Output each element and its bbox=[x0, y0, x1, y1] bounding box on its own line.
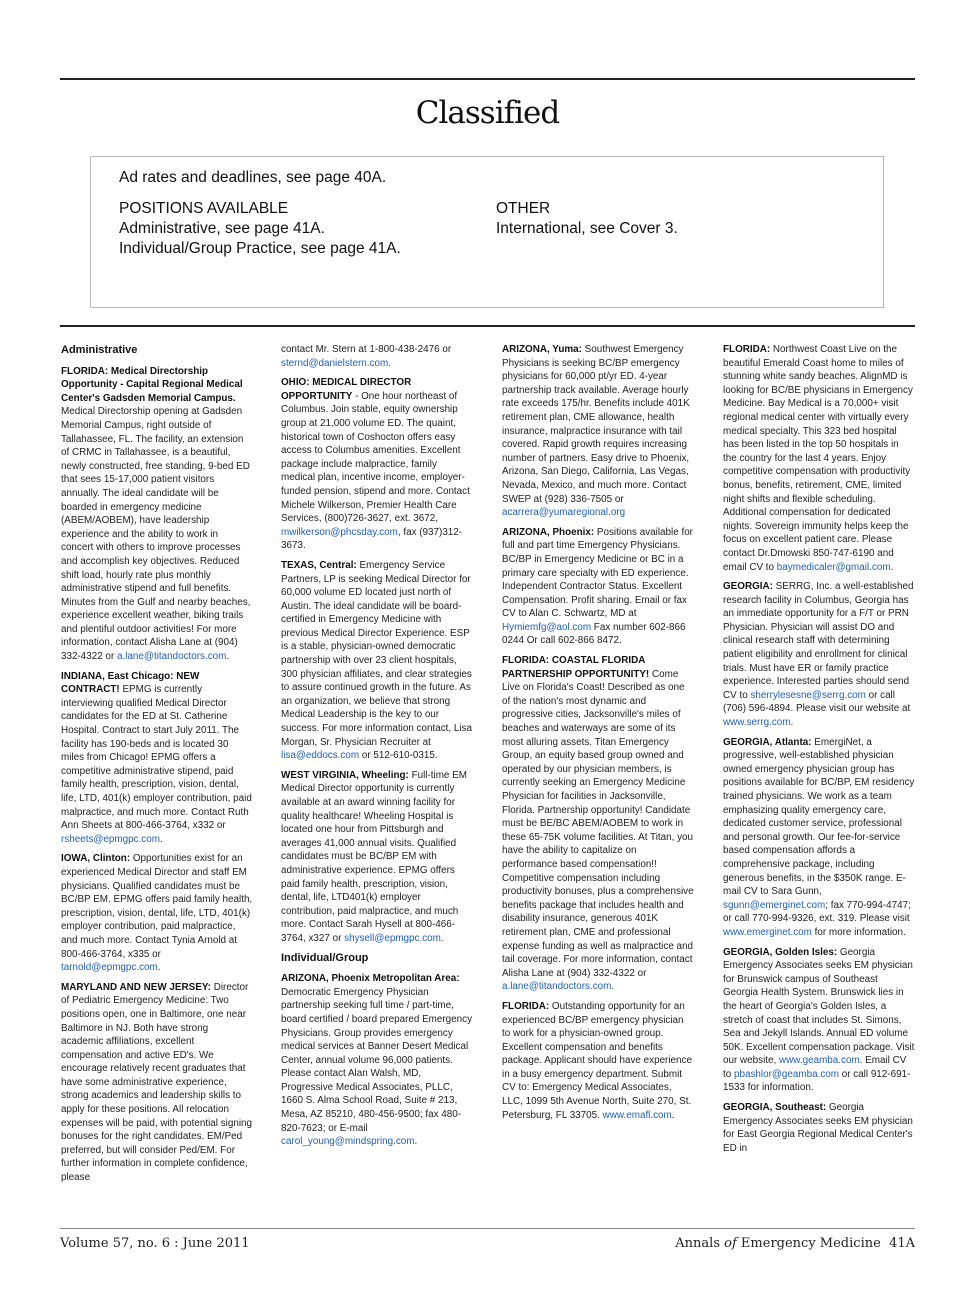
email-link[interactable]: a.lane@titandoctors.com bbox=[117, 651, 227, 663]
email-link[interactable]: carol_young@mindspring.com bbox=[281, 1136, 415, 1148]
listing-body: Opportunities exist for an experienced Medical Director and staff EM physicians. Qualified candidates must be BC/BP EM. EPMG offers paid family health, prescription, vision, dental, life, LTD, 401(k) employer contribution, paid malpractice, and much more. Contact Tynia Arnold at 800-466-3764, x335 or bbox=[61, 853, 253, 960]
listing-body: contact Mr. Stern at 1-800-438-2476 or bbox=[281, 344, 452, 355]
listing-head: IOWA, Clinton: bbox=[61, 853, 131, 865]
email-link[interactable]: rsheets@epmgpc.com bbox=[61, 833, 160, 845]
other-heading: OTHER bbox=[496, 200, 551, 217]
listing-body: ; fax 770-994-4747; or call 770-994-9326, ext. 319. Please visit bbox=[723, 899, 911, 925]
listing bbox=[61, 981, 253, 1185]
listing bbox=[502, 1000, 694, 1122]
email-link[interactable]: a.lane@titandoctors.com bbox=[502, 981, 612, 993]
listing bbox=[61, 365, 253, 664]
listing-head: FLORIDA: Medical Directorship Opportunity - Capital Regional Medical Center's Gadsden Memorial Campus. bbox=[61, 365, 243, 404]
section-heading-administrative: Administrative bbox=[61, 344, 138, 356]
listing-tail: . bbox=[388, 357, 391, 369]
email-link[interactable]: shysell@epmgpc.com bbox=[344, 932, 441, 944]
listing-tail: . bbox=[159, 833, 163, 845]
listing-body: . Email CV to bbox=[723, 1055, 907, 1080]
listing-head: MARYLAND AND NEW JERSEY: bbox=[61, 981, 211, 993]
listing-tail: . bbox=[790, 717, 794, 729]
listing-head: GEORGIA, Golden Isles: bbox=[723, 946, 838, 958]
listing bbox=[281, 376, 473, 553]
ad-rates-note: Ad rates and deadlines, see page 40A. bbox=[119, 169, 387, 186]
listing-head: GEORGIA: bbox=[723, 581, 773, 593]
listing-body: EmergiNet, a progressive, well-established physician owned emergency physician group has positions available for BC/BP, EM residency trained physicians. We work as a team emphasizing quality emergency care, dedicated customer service, professional and personal growth. Our fee-for-service based compensation affords a comprehensive package, including generous benefits, in the $350K range. E-mail CV to Sara Gunn, bbox=[723, 736, 915, 898]
listing-tail: . bbox=[414, 1136, 418, 1148]
listing-body: Outstanding opportunity for an experienced BC/BP emergency physician to work for a physician-owned group. Excellent compensation and benefits package. Applicant should have experience in a busy emergency department. Submit CV to: Emergency Medical Associates, LLC, 1099 5th Avenue North, Suite 270, St. Petersburg, FL 33705. bbox=[502, 1000, 692, 1121]
listing-head: OHIO: MEDICAL DIRECTOR OPPORTUNITY bbox=[281, 377, 412, 402]
footer-rule bbox=[60, 1228, 915, 1229]
listing-body: or call (706) 596-4894. Please visit our website at bbox=[723, 689, 911, 715]
journal-name-of: of bbox=[724, 1236, 737, 1251]
email-link[interactable]: sherrylesesne@serrg.com bbox=[750, 689, 866, 701]
web-link[interactable]: www.serrg.com bbox=[723, 717, 791, 729]
listing bbox=[723, 343, 915, 574]
listing-tail: . bbox=[157, 962, 161, 974]
listing-tail: or 512-610-0315. bbox=[359, 750, 438, 762]
email-link[interactable]: tarnold@epmgpc.com bbox=[61, 962, 158, 974]
listing-tail: . bbox=[226, 651, 230, 663]
web-link[interactable]: www.emafl.com bbox=[602, 1109, 672, 1121]
listing-head: INDIANA, East Chicago: NEW CONTRACT! bbox=[61, 670, 200, 696]
top-rule bbox=[60, 78, 915, 80]
listing bbox=[723, 580, 915, 730]
listing-body: Emergency Service Partners, LP is seeking Medical Director for 60,000 volume ED located just north of Austin. The ideal candidate will be board-certified in Emergency Medicine with previous Medical Director Experience. ESP is a stable, physician-owned democratic partnership with over 23 client hospitals, 300 physician affiliates, and clear strategies to assure continued growth in the future. As an organization, we believe that strong Medical Leadership is the key to our success. For more information contact, Lisa Morgan, Sr. Physician Recruiter at bbox=[281, 559, 472, 748]
listing bbox=[502, 526, 694, 648]
listing-body: Director of Pediatric Emergency Medicine: Two positions open, one in Baltimore, one near Baltimore in NJ. Both have strong academic affiliations, excellent compensation and active ED's. We encourage relatively recent graduates that have some administrative experience, strong academics and leadership skills to apply for these positions. All relocation expenses will be paid, with potential signing bonuses for the right candidates. EM/Ped preferred, but will consider Ped/EM. For further information in complete confidence, please bbox=[61, 981, 253, 1184]
positions-list bbox=[119, 199, 401, 259]
section-rule bbox=[60, 325, 915, 327]
page-title: Classified bbox=[415, 95, 560, 131]
listing-head: ARIZONA, Phoenix: bbox=[502, 526, 595, 538]
listing-body: - One hour northeast of Columbus. Join stable, equity ownership group at 21,000 volume ED. The quaint, historical town of Coshocton offers easy access to Columbus amenities. Excellent package include malpractice, family medical plan, incentive income, employer-funded pension, stipend and more. Contact Michele Wilkerson, Premier Health Care Services, (800)726-3627, ext. 3672, bbox=[281, 390, 470, 525]
section-heading-individual-group: Individual/Group bbox=[281, 951, 369, 964]
listing-tail: for more information. bbox=[811, 926, 906, 938]
listing-tail: or call 912-691-1533 for information. bbox=[723, 1068, 911, 1094]
listing bbox=[61, 670, 253, 847]
other-item: International, see Cover 3. bbox=[496, 220, 678, 237]
index-box bbox=[90, 156, 884, 308]
page-number: 41A bbox=[889, 1236, 915, 1251]
listing-head: GEORGIA, Southeast: bbox=[723, 1102, 827, 1114]
web-link[interactable]: www.emerginet.com bbox=[723, 926, 812, 938]
positions-item: Individual/Group Practice, see page 41A. bbox=[119, 240, 401, 257]
listing-tail: . bbox=[671, 1109, 675, 1121]
listing bbox=[61, 852, 253, 974]
listing bbox=[281, 343, 473, 370]
journal-info bbox=[675, 1236, 915, 1251]
listing-body: Positions available for full and part time Emergency Physicians. BC/BP in Emergency Medicine or BC in a primary care specialty with ED experience. Independent Contractor Status. Excellent Compensation. Profit sharing. Email or fax CV to Alan C. Schwartz, MD at bbox=[502, 526, 693, 620]
web-link[interactable]: www.geamba.com bbox=[779, 1055, 860, 1067]
listing bbox=[723, 946, 915, 1096]
listing-body: SERRG, Inc. a well-established research facility in Columbus, Georgia has an immediate opportunity for a F/T or PRN Physician. Physician will assist DO and clinical research staff with determining patient eligibility and enrollment for clinical trials. Must have ER or family practice experience. Interested parties should send CV to bbox=[723, 581, 914, 701]
column-3 bbox=[502, 343, 694, 1128]
listing-body: Georgia Emergency Associates seeks EM physician for Brunswick campus of Southeast Georgia Health System. Brunswick lies in the heart of Georgia's Golden Isles, a stretch of coast that includes St. Simons, Sea and Jekyll Islands. Annual ED volume 50K. Excellent compensation package. Visit our website, bbox=[723, 946, 915, 1067]
other-list bbox=[496, 199, 678, 239]
email-link[interactable]: baymedicaler@gmail.com bbox=[776, 561, 891, 573]
listing-head: FLORIDA: bbox=[502, 1000, 550, 1012]
listing bbox=[281, 559, 473, 763]
listing-body: EPMG is currently interviewing qualified Medical Director candidates for the ED at St. Catherine Hospital. Contract to start July 2011. The facility has 190-beds and is located 30 miles from Chicago! EPMG offers a competitive administrative stipend, paid family health, prescription, vision, dental, life, LTD, 401(k) employer contribution, paid malpractice, and much more. Contact Ruth Ann Sheets at 800-466-3764, x332 or bbox=[61, 684, 252, 832]
listing-tail: . bbox=[890, 561, 894, 573]
journal-name-a: Annals bbox=[675, 1236, 725, 1251]
listing bbox=[502, 343, 694, 520]
email-link[interactable]: sternd@danielstern.com bbox=[281, 357, 389, 369]
listing-body: Democratic Emergency Physician partnership seeking full time / part-time, board certified / board prepared Emergency Physicians. Group provides emergency medical services at Banner Desert Medical Center, annual volume 96,000 patients. Please contact Alan Walsh, MD, Progressive Medical Associates, PLLC, 1660 S. Alma School Road, Suite # 213, Mesa, AZ 85210, 480-456-9500; fax 480-820-7623; or E-mail bbox=[281, 986, 473, 1134]
listing-head: WEST VIRGINIA, Wheeling: bbox=[281, 769, 409, 781]
listing-body: Come Live on Florida's Coast! Described as one of the nation's most dynamic and progressive cities, Jacksonville's miles of beaches and waterways are some of its most alluring assets. Titan Emergency Group, an equity based group owned and operated by our physician members, is currently seeking an Emergency Medicine Physician for facilities in Jacksonville, Florida. Partnership opportunity! Candidate must be BE/BC ABEM/AOBEM to work in these 65-75K volume facilities. At Titan, you have the ability to capitalize on performance based compensation!! Competitive compensation including productivity bonuses, plus a comprehensive benefits package that includes health and disability insurance, generous 401K retirement plan, CME and professional expense funding as well as malpractice and tail coverage. For more information, contact Alisha Lane at (904) 332-4322 or bbox=[502, 668, 694, 979]
listing-body: Medical Directorship opening at Gadsden Memorial Campus, right outside of Tallahassee, FL. The facility, an extension of CRMC in Tallahassee, is a beautiful, newly constructed, free standing, 9-bed ED that sees 15-17,000 patient visitors annually. The ideal candidate will be boarded in emergency medicine (ABEM/AOBEM), have leadership experience and the ability to work in concert with others to improve processes and accomplish key objectives. Reduced shift load, hourly rate plus monthly administrative stipend and full benefits. Minutes from the Gulf and nearby beaches, experience excellent weather, biking trails and plentiful outdoor activities! For more information, contact Alisha Lane at (904) 332-4322 or bbox=[61, 406, 251, 663]
listing-head: FLORIDA: bbox=[723, 344, 771, 355]
column-4 bbox=[723, 343, 915, 1161]
listing bbox=[281, 769, 473, 946]
email-link[interactable]: lisa@eddocs.com bbox=[281, 750, 360, 762]
listing-tail: Fax number 602-866 0244 Or call 602-866 8472. bbox=[502, 621, 686, 647]
listing-head: TEXAS, Central: bbox=[281, 559, 357, 571]
listing-head: FLORIDA: COASTAL FLORIDA PARTNERSHIP OPPORTUNITY! bbox=[502, 655, 650, 680]
listing bbox=[723, 1101, 915, 1155]
listing-tail: . bbox=[611, 981, 615, 993]
listing bbox=[502, 654, 694, 994]
listing bbox=[281, 972, 473, 1149]
listing-tail: . bbox=[440, 932, 444, 944]
listing-body: Georgia Emergency Associates seeks EM physician for East Georgia Regional Medical Center's ED in bbox=[723, 1102, 913, 1154]
listing-columns bbox=[61, 343, 915, 1223]
listing bbox=[723, 736, 915, 940]
positions-item: Administrative, see page 41A. bbox=[119, 220, 325, 237]
journal-name-b: Emergency Medicine bbox=[736, 1236, 881, 1251]
listing-body: Northwest Coast Live on the beautiful Emerald Coast home to miles of stunning white sandy beaches. AlignMD is looking for BC/BE physicians in Emergency Medicine. Bay Medical is a 70,000+ visit regional medical center with virtually every medical specialty. This 323 bed hospital has been listed in the top 50 hospitals in the country for the last 4 years. Enjoy competitive compensation with productivity bonus, benefits, retirement, CME, limited night shifts and flexible scheduling. Additional compensation for dedicated nights. Sovereign immunity helps keep the focus on excellent patient care. Please contact Dr.Dmowski 850-747-6190 and email CV to bbox=[723, 344, 913, 573]
column-2 bbox=[281, 343, 473, 1155]
listing-tail: , fax (937)312-3673. bbox=[281, 526, 463, 552]
listing-head: GEORGIA, Atlanta: bbox=[723, 736, 812, 748]
listing-body: Southwest Emergency Physicians is seeking BC/BP emergency physicians for 60,000 pt/yr ED. 4-year partnership track available. Average hourly rate exceeds 175/hr. Benefits include 401K retirement plan, CME allowance, health insurance, malpractice insurance with tail covered. Rapid growth requires increasing number of partners. Easy drive to Phoenix, Arizona, San Diego, California, Las Vegas, Nevada, Mexico, and much more. Contact SWEP at (928) 336-7505 or bbox=[502, 344, 690, 505]
listing-head: ARIZONA, Phoenix Metropolitan Area: bbox=[281, 973, 460, 985]
email-link[interactable]: Hymiemfg@aol.com bbox=[502, 621, 592, 633]
listing-body: Full-time EM Medical Director opportunity is currently available at an award winning facility for quality healthcare! Wheeling Hospital is located one hour from Pittsburgh and averages 41,000 annual visits. Qualified candidates must be BC/BP EM with administrative experience. EPMG offers paid family health, prescription, vision, dental, life, LTD401(k) employer contribution, paid malpractice, and much more. Contact Sarah Hysell at 800-466-3764, x327 or bbox=[281, 769, 467, 944]
listing-head: ARIZONA, Yuma: bbox=[502, 344, 582, 355]
email-link[interactable]: pbashlor@geamba.com bbox=[733, 1068, 839, 1080]
email-link[interactable]: mwilkerson@phcsday.com bbox=[281, 526, 398, 538]
email-link[interactable]: sgunn@emerginet.com bbox=[723, 899, 826, 911]
column-1 bbox=[61, 343, 253, 1191]
email-link[interactable]: acarrera@yumaregional.org bbox=[502, 507, 626, 519]
issue-info: Volume 57, no. 6 : June 2011 bbox=[60, 1236, 250, 1251]
positions-heading: POSITIONS AVAILABLE bbox=[119, 200, 289, 217]
